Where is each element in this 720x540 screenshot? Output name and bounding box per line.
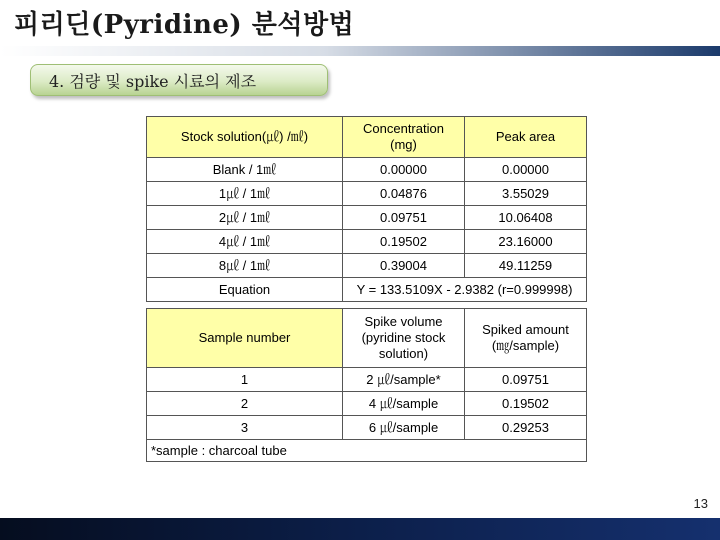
cell-stock: 8㎕ / 1㎖ <box>147 254 343 278</box>
cell-concentration: 0.09751 <box>343 206 465 230</box>
header-stock-solution: Stock solution(㎕) /㎖) <box>147 117 343 158</box>
header-spiked-amount: Spiked amount (㎎/sample) <box>465 309 587 368</box>
equation-label: Equation <box>147 278 343 302</box>
table-row <box>147 392 587 416</box>
header-peak-area: Peak area <box>465 117 587 158</box>
cell-concentration: 0.00000 <box>343 158 465 182</box>
table-row <box>147 206 587 230</box>
table-row <box>147 230 587 254</box>
cell-stock: 4㎕ / 1㎖ <box>147 230 343 254</box>
cell-stock: Blank / 1㎖ <box>147 158 343 182</box>
cell-concentration: 0.04876 <box>343 182 465 206</box>
equation-value: Y = 133.5109X - 2.9382 (r=0.999998) <box>343 278 587 302</box>
calibration-table <box>146 116 587 302</box>
header-concentration: Concentration (mg) <box>343 117 465 158</box>
cell-spiked-amount: 0.09751 <box>465 368 587 392</box>
page-number: 13 <box>693 496 708 511</box>
cell-peak-area: 0.00000 <box>465 158 587 182</box>
table-row <box>147 416 587 440</box>
header-sample-number: Sample number <box>147 309 343 368</box>
table-row <box>147 254 587 278</box>
cell-spiked-amount: 0.19502 <box>465 392 587 416</box>
header-spike-volume: Spike volume (pyridine stock solution) <box>343 309 465 368</box>
cell-stock: 2㎕ / 1㎖ <box>147 206 343 230</box>
cell-spike-volume: 6 ㎕/sample <box>343 416 465 440</box>
table-row <box>147 182 587 206</box>
section-subtitle <box>30 64 328 96</box>
cell-peak-area: 23.16000 <box>465 230 587 254</box>
title-underline-band <box>0 46 720 56</box>
cell-sample-number: 3 <box>147 416 343 440</box>
calibration-header-row <box>147 117 587 158</box>
cell-peak-area: 3.55029 <box>465 182 587 206</box>
cell-spiked-amount: 0.29253 <box>465 416 587 440</box>
cell-spike-volume: 4 ㎕/sample <box>343 392 465 416</box>
spike-header-row <box>147 309 587 368</box>
bottom-bar <box>0 518 720 540</box>
cell-concentration: 0.39004 <box>343 254 465 278</box>
cell-peak-area: 10.06408 <box>465 206 587 230</box>
equation-row <box>147 278 587 302</box>
spike-table <box>146 308 587 462</box>
footnote: *sample : charcoal tube <box>147 440 587 462</box>
cell-sample-number: 1 <box>147 368 343 392</box>
cell-sample-number: 2 <box>147 392 343 416</box>
cell-spike-volume: 2 ㎕/sample* <box>343 368 465 392</box>
cell-peak-area: 49.11259 <box>465 254 587 278</box>
table-row <box>147 158 587 182</box>
slide-title: 피리딘(Pyridine) 분석방법 <box>14 10 355 40</box>
section-subtitle-text: 4. 검량 및 spike 시료의 제조 <box>49 71 257 91</box>
table-row <box>147 368 587 392</box>
cell-concentration: 0.19502 <box>343 230 465 254</box>
cell-stock: 1㎕ / 1㎖ <box>147 182 343 206</box>
footnote-row <box>147 440 587 462</box>
